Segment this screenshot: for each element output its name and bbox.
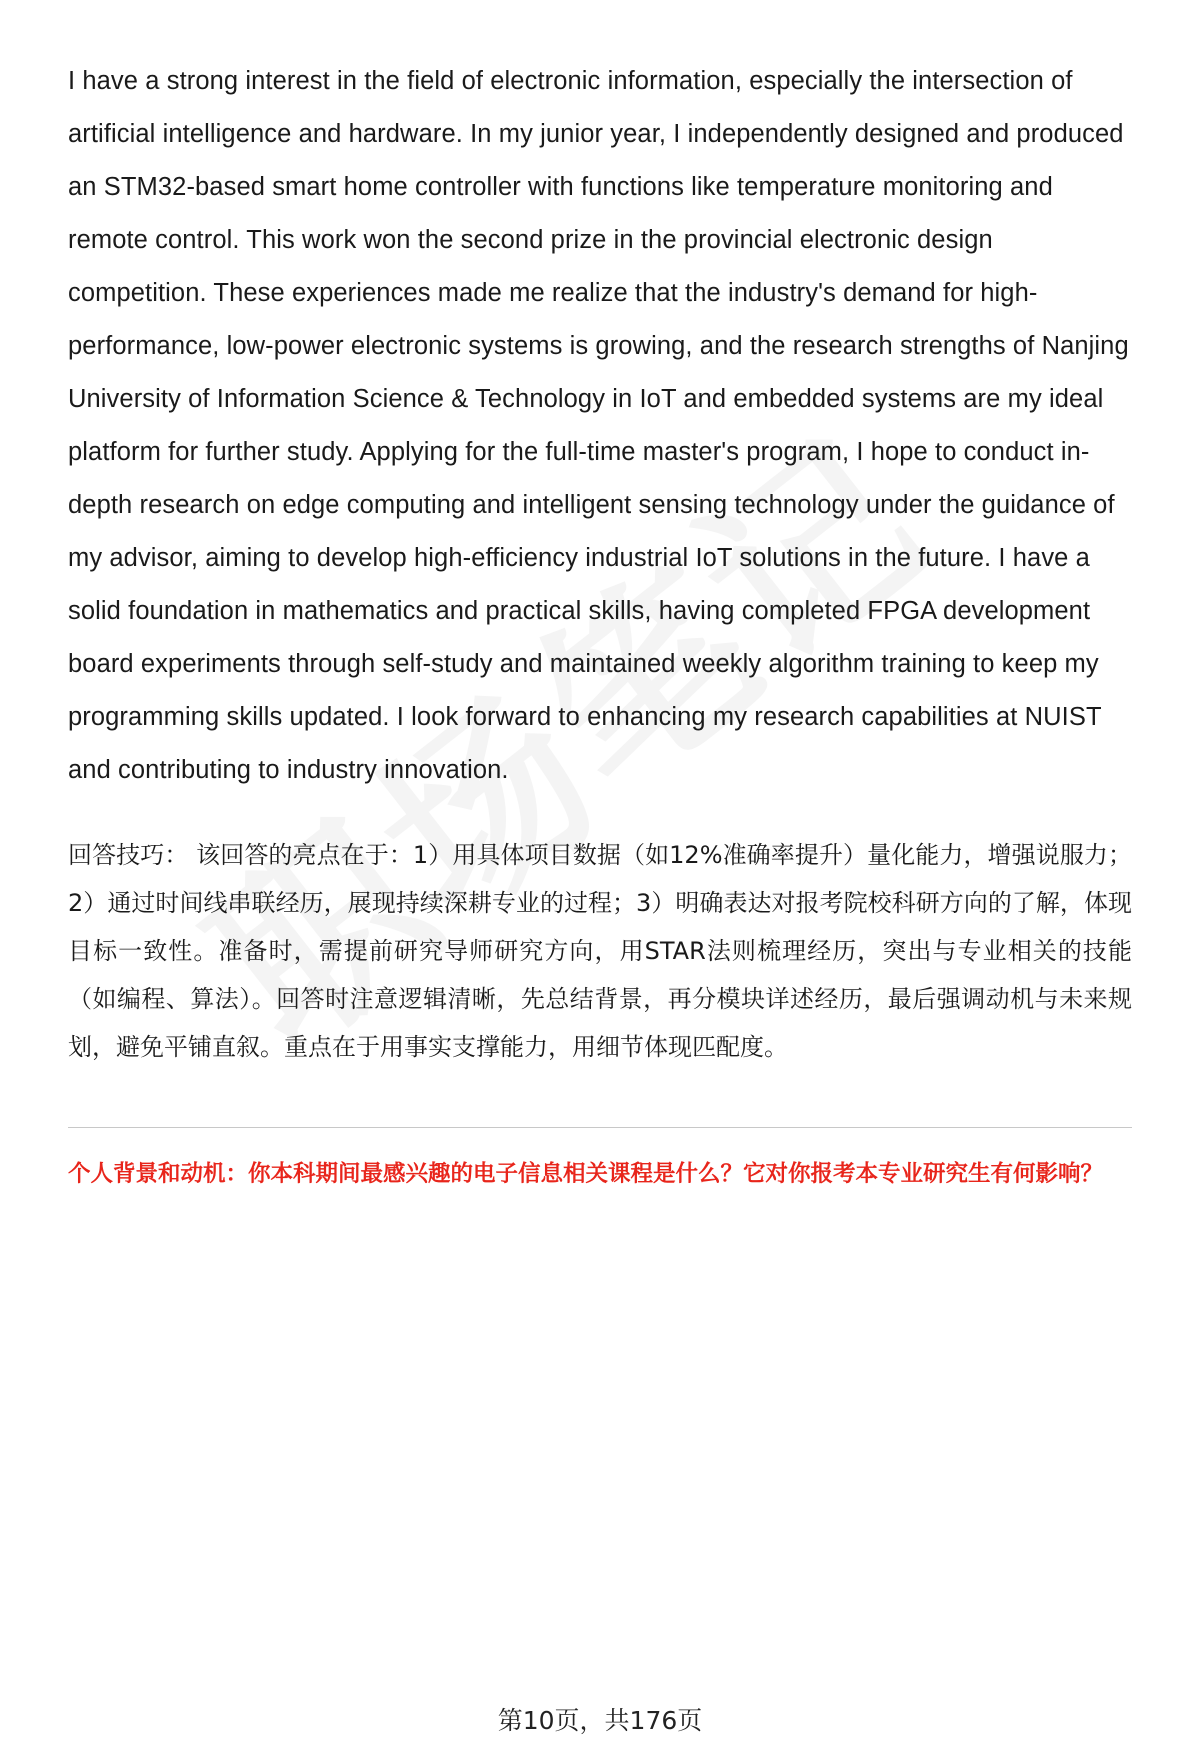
next-question-heading: 个人背景和动机：你本科期间最感兴趣的电子信息相关课程是什么？它对你报考本专业研究生有何影响？ (68, 1161, 1104, 1187)
section-divider (68, 1127, 1132, 1128)
page-number-footer: 第10页，共176页 (497, 1706, 703, 1735)
answer-paragraph-english: I have a strong interest in the field of electronic information, especially the intersection of artificial intelligence and hardware. In my junior year, I independently designed and produced an STM32-based smart home controller with functions like temperature monitoring and remote control. This work won the second prize in the provincial electronic design competition. These experiences made me realize that the industry's demand for high-performance, low-power electronic systems is growing, and the research strengths of Nanjing University of Information Science & Technology in IoT and embedded systems are my ideal platform for further study. Applying for the full-time master's program, I hope to conduct in-depth research on edge computing and intelligent sensing technology under the guidance of my advisor, aiming to develop high-efficiency industrial IoT solutions in the future. I have a solid foundation in mathematics and practical skills, having completed FPGA development board experiments through self-study and maintained weekly algorithm training to keep my programming skills updated. I look forward to enhancing my research capabilities at NUIST and contributing to industry innovation. (68, 67, 1129, 784)
answer-tips-chinese: 回答技巧： 该回答的亮点在于：1）用具体项目数据（如12%准确率提升）量化能力，增强说服力；2）通过时间线串联经历，展现持续深耕专业的过程；3）明确表达对报考院校科研方向的了解，体现目标一致性。准备时，需提前研究导师研究方向，用STAR法则梳理经历，突出与专业相关的技能（如编程、算法）。回答时注意逻辑清晰，先总结背景，再分模块详述经历，最后强调动机与未来规划，避免平铺直叙。重点在于用事实支撑能力，用细节体现匹配度。 (68, 841, 1132, 1061)
